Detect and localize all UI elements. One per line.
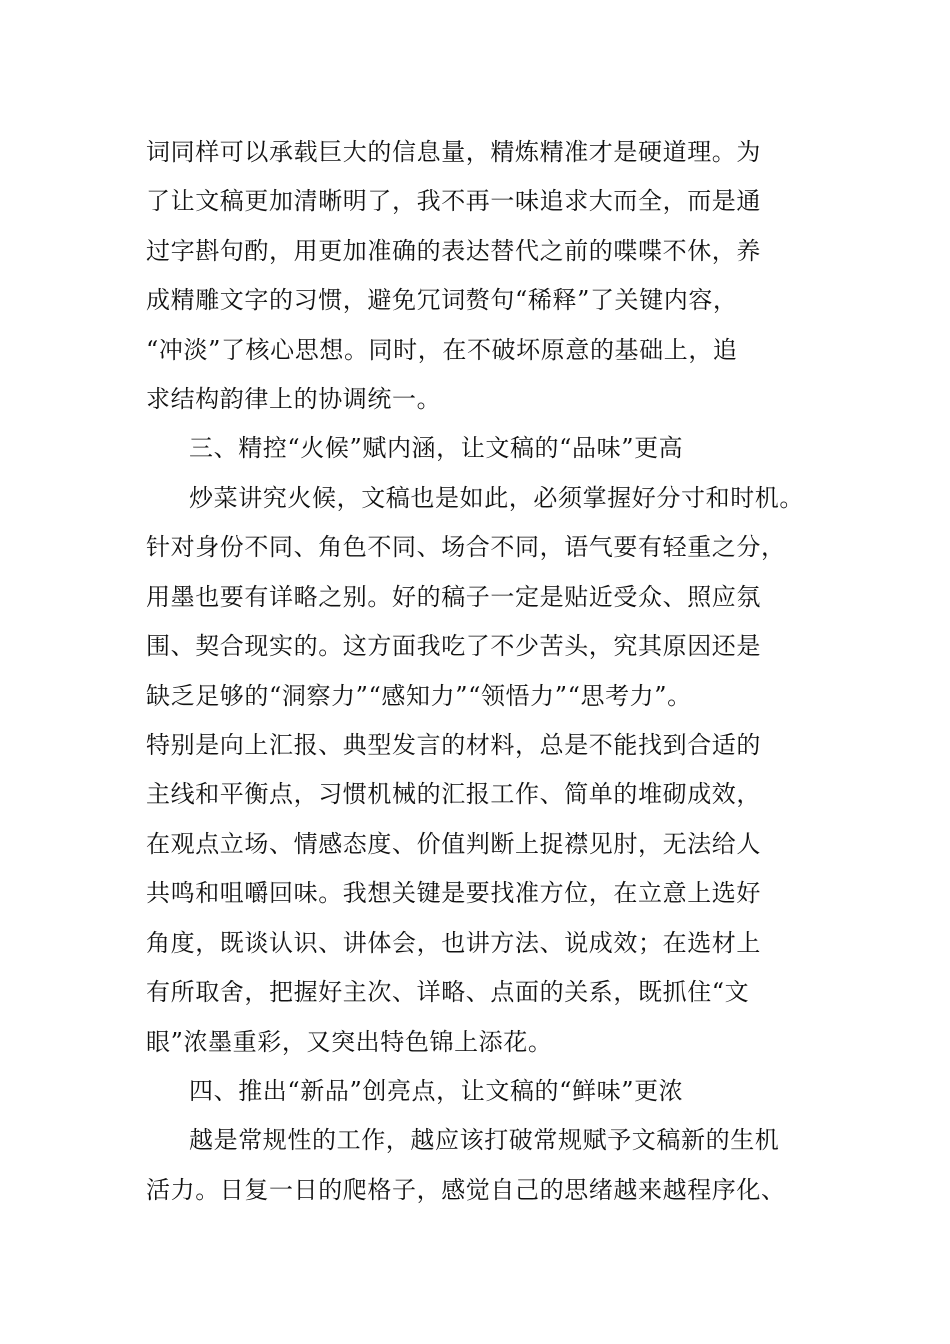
paragraph-line: 共鸣和咀嚼回味。我想关键是要找准方位，在立意上选好 bbox=[146, 879, 761, 907]
paragraph-line: 炒菜讲究火候，文稿也是如此，必须掌握好分寸和时机。 bbox=[189, 484, 804, 512]
paragraph-line: 求结构韵律上的协调统一。 bbox=[146, 385, 442, 413]
paragraph-line: 眼”浓墨重彩，又突出特色锦上添花。 bbox=[146, 1028, 553, 1056]
paragraph-line: 特别是向上汇报、典型发言的材料，总是不能找到合适的 bbox=[146, 731, 761, 759]
paragraph-line: 越是常规性的工作，越应该打破常规赋予文稿新的生机 bbox=[189, 1126, 780, 1154]
paragraph-line: 用墨也要有详略之别。好的稿子一定是贴近受众、照应氛 bbox=[146, 583, 761, 611]
paragraph-line: 活力。日复一日的爬格子，感觉自己的思绪越来越程序化、 bbox=[146, 1176, 786, 1204]
paragraph-line: 成精雕文字的习惯，避免冗词赘句“稀释”了关键内容， bbox=[146, 286, 738, 314]
paragraph-line: 了让文稿更加清晰明了，我不再一味追求大而全，而是通 bbox=[146, 187, 761, 215]
paragraph-line: 主线和平衡点，习惯机械的汇报工作、简单的堆砌成效， bbox=[146, 780, 761, 808]
paragraph-line: “冲淡”了核心思想。同时，在不破坏原意的基础上，追 bbox=[146, 336, 738, 364]
paragraph-line: 缺乏足够的“洞察力”“感知力”“领悟力”“思考力”。 bbox=[146, 682, 692, 710]
section-heading-4: 四、推出“新品”创亮点，让文稿的“鲜味”更浓 bbox=[189, 1077, 684, 1105]
section-heading-3: 三、精控“火候”赋内涵，让文稿的“品味”更高 bbox=[189, 434, 684, 462]
paragraph-line: 词同样可以承载巨大的信息量，精炼精准才是硬道理。为 bbox=[146, 138, 761, 166]
paragraph-line: 针对身份不同、角色不同、场合不同，语气要有轻重之分， bbox=[146, 533, 786, 561]
paragraph-line: 有所取舍，把握好主次、详略、点面的关系，既抓住“文 bbox=[146, 978, 750, 1006]
paragraph-line: 在观点立场、情感态度、价值判断上捉襟见肘，无法给人 bbox=[146, 830, 761, 858]
paragraph-line: 过字斟句酌，用更加准确的表达替代之前的喋喋不休，养 bbox=[146, 237, 761, 265]
paragraph-line: 围、契合现实的。这方面我吃了不少苦头，究其原因还是 bbox=[146, 632, 761, 660]
paragraph-line: 角度，既谈认识、讲体会，也讲方法、说成效；在选材上 bbox=[146, 929, 761, 957]
